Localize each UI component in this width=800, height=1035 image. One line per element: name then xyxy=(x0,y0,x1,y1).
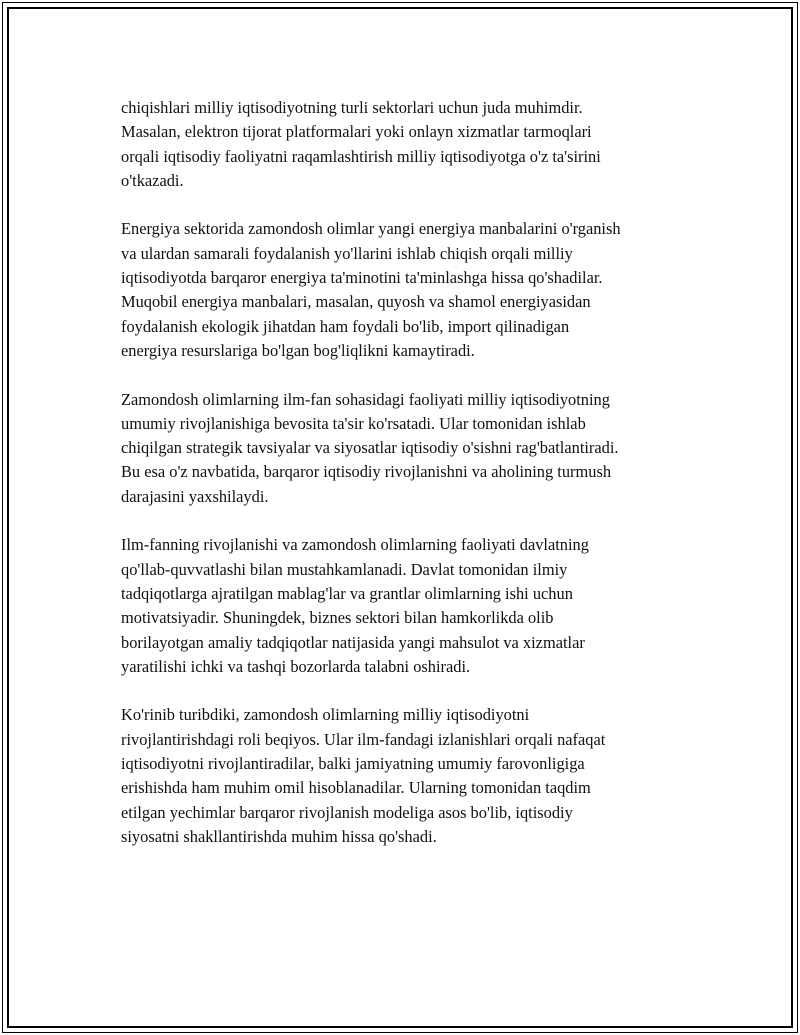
text-line: orqali iqtisodiy faoliyatni raqamlashtirish milliy iqtisodiyotga o'z ta'sirini xyxy=(121,146,601,166)
text-line: Ilm-fanning rivojlanishi va zamondosh olimlarning faoliyati davlatning xyxy=(121,535,589,555)
text-line: borilayotgan amaliy tadqiqotlar natijasida yangi mahsulot va xizmatlar xyxy=(121,632,585,652)
paragraph xyxy=(121,388,701,509)
document-page xyxy=(2,2,798,1033)
text-line: erishishda ham muhim omil hisoblanadilar. Ularning tomonidan taqdim xyxy=(121,778,591,798)
text-line: qo'llab-quvvatlashi bilan mustahkamlanadi. Davlat tomonidan ilmiy xyxy=(121,559,568,579)
text-line: chiqishlari milliy iqtisodiyotning turli sektorlari uchun juda muhimdir. xyxy=(121,98,583,117)
text-line: darajasini yaxshilaydi. xyxy=(121,486,269,506)
text-line: energiya resurslariga bo'lgan bog'liqlikni kamaytiradi. xyxy=(121,340,475,360)
paragraph xyxy=(121,703,701,849)
paragraph xyxy=(121,96,701,193)
text-line: etilgan yechimlar barqaror rivojlanish modeliga asos bo'lib, iqtisodiy xyxy=(121,802,573,822)
paragraph xyxy=(121,217,701,363)
text-line: chiqilgan strategik tavsiyalar va siyosatlar iqtisodiy o'sishni rag'batlantiradi. xyxy=(121,438,619,458)
text-line: foydalanish ekologik jihatdan ham foydali bo'lib, import qilinadigan xyxy=(121,316,570,336)
text-line: o'tkazadi. xyxy=(121,170,184,190)
text-line: Masalan, elektron tijorat platformalari yoki onlayn xizmatlar tarmoqlari xyxy=(121,122,592,142)
paragraph xyxy=(121,533,701,679)
text-line: Energiya sektorida zamondosh olimlar yangi energiya manbalarini o'rganish xyxy=(121,219,621,239)
text-line: tadqiqotlarga ajratilgan mablag'lar va grantlar olimlarning ishi uchun xyxy=(121,583,573,603)
text-line: iqtisodiyotni rivojlantiradilar, balki jamiyatning umumiy farovonligiga xyxy=(121,754,585,774)
text-line: siyosatni shakllantirishda muhim hissa qo'shadi. xyxy=(121,826,437,846)
text-line: iqtisodiyotda barqaror energiya ta'minotini ta'minlashga hissa qo'shadilar. xyxy=(121,268,603,288)
text-line: Bu esa o'z navbatida, barqaror iqtisodiy rivojlanishni va aholining turmush xyxy=(121,462,612,482)
text-line: Ko'rinib turibdiki, zamondosh olimlarning milliy iqtisodiyotni xyxy=(121,705,530,725)
text-line: rivojlantirishdagi roli beqiyos. Ular ilm-fandagi izlanishlari orqali nafaqat xyxy=(121,729,606,749)
text-line: yaratilishi ichki va tashqi bozorlarda talabni oshiradi. xyxy=(121,656,471,676)
text-line: Muqobil energiya manbalari, masalan, quyosh va shamol energiyasidan xyxy=(121,292,591,312)
text-line: Zamondosh olimlarning ilm-fan sohasidagi faoliyati milliy iqtisodiyotning xyxy=(121,389,610,409)
document-body xyxy=(121,96,701,874)
text-line: umumiy rivojlanishiga bevosita ta'sir ko'rsatadi. Ular tomonidan ishlab xyxy=(121,413,586,433)
text-line: va ulardan samarali foydalanish yo'llarini ishlab chiqish orqali milliy xyxy=(121,243,573,263)
text-line: motivatsiyadir. Shuningdek, biznes sektori bilan hamkorlikda olib xyxy=(121,608,554,628)
